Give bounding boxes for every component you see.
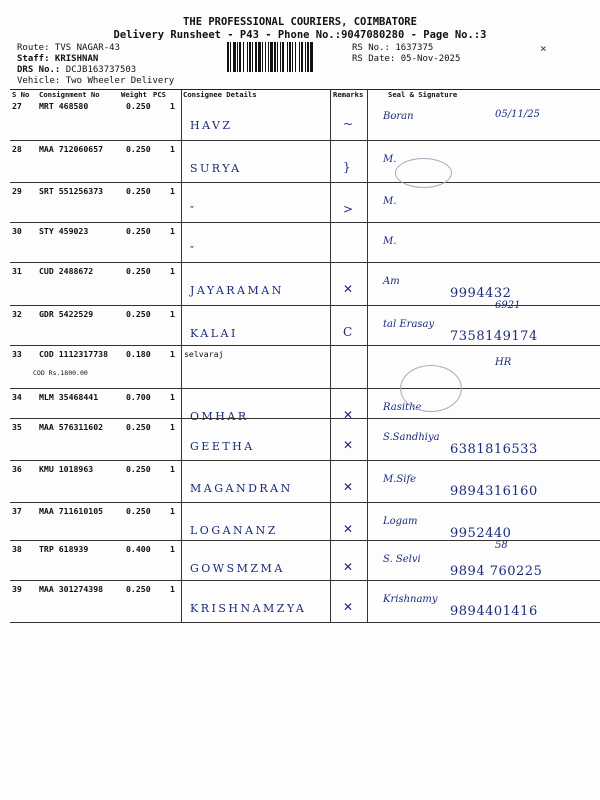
row-divider bbox=[10, 262, 600, 263]
barcode-bar bbox=[307, 42, 309, 72]
row-consignment-no: COD 1112317738 bbox=[39, 349, 109, 359]
row-weight: 0.250 bbox=[126, 506, 151, 516]
row-weight: 0.250 bbox=[126, 266, 151, 276]
row-signature: M. bbox=[383, 154, 397, 165]
row-note-handwritten: 6921 bbox=[495, 300, 521, 311]
row-weight: 0.250 bbox=[126, 101, 151, 111]
row-signature: Krishnamy bbox=[383, 594, 438, 605]
row-remark-mark: ✕ bbox=[343, 480, 354, 494]
row-pcs: 1 bbox=[170, 309, 175, 319]
row-sno: 29 bbox=[12, 186, 22, 196]
barcode-bar bbox=[243, 42, 244, 72]
barcode-bar bbox=[249, 42, 251, 72]
row-divider bbox=[10, 305, 600, 306]
row-phone-handwritten: 9894 760225 bbox=[450, 564, 543, 579]
row-remark-mark: ✕ bbox=[343, 522, 354, 536]
barcode-bar bbox=[268, 42, 269, 72]
row-divider bbox=[10, 388, 600, 389]
row-pcs: 1 bbox=[170, 506, 175, 516]
runsheet-subtitle: Delivery Runsheet - P43 - Phone No.:9047080280 - Page No.:3 bbox=[113, 29, 487, 41]
row-consignee-handwritten: SURYA bbox=[190, 162, 242, 175]
drs-value: DCJB163737503 bbox=[65, 65, 137, 75]
row-note-handwritten: 58 bbox=[495, 540, 508, 551]
row-consignee-handwritten: JAYARAMAN bbox=[190, 284, 284, 297]
row-consignee-handwritten: HAVZ bbox=[190, 119, 233, 132]
barcode-bar bbox=[299, 42, 300, 72]
row-weight: 0.250 bbox=[126, 584, 151, 594]
row-weight: 0.250 bbox=[126, 226, 151, 236]
row-remark-mark: ✕ bbox=[343, 282, 354, 296]
row-weight: 0.180 bbox=[126, 349, 151, 359]
row-divider bbox=[10, 502, 600, 503]
rs-number: RS No.: 1637375 bbox=[352, 43, 434, 53]
col-header-remarks: Remarks bbox=[333, 90, 364, 99]
row-consignee-handwritten: ″ bbox=[190, 204, 197, 217]
row-signature: Am bbox=[383, 276, 400, 287]
col-sep-remarks bbox=[330, 89, 331, 622]
drs-label: DRS No.: bbox=[17, 65, 61, 75]
barcode-bar bbox=[280, 42, 281, 72]
row-pcs: 1 bbox=[170, 226, 175, 236]
row-divider bbox=[10, 418, 600, 419]
barcode-bar bbox=[247, 42, 248, 72]
barcode-bar bbox=[265, 42, 266, 72]
rs-date: RS Date: 05-Nov-2025 bbox=[352, 54, 461, 64]
row-sno: 37 bbox=[12, 506, 22, 516]
close-mark-icon: × bbox=[540, 42, 547, 55]
barcode-bar bbox=[292, 42, 293, 72]
row-phone-handwritten: 9994432 bbox=[450, 286, 512, 301]
company-title: THE PROFESSIONAL COURIERS, COIMBATORE bbox=[183, 16, 417, 28]
barcode-bar bbox=[258, 42, 261, 72]
row-consignment-no: CUD 2488672 bbox=[39, 266, 94, 276]
row-consignment-no: GDR 5422529 bbox=[39, 309, 94, 319]
barcode-bar bbox=[305, 42, 306, 72]
barcode-bar bbox=[230, 42, 231, 72]
row-signature: Logam bbox=[383, 516, 418, 527]
row-signature: S.Sandhiya bbox=[383, 432, 440, 443]
barcode-bar bbox=[289, 42, 291, 72]
row-remark-mark: ~ bbox=[343, 117, 354, 131]
row-consignment-no: SRT 551256373 bbox=[39, 186, 104, 196]
row-consignee-handwritten: GOWSMZMA bbox=[190, 562, 285, 575]
row-pcs: 1 bbox=[170, 266, 175, 276]
row-divider bbox=[10, 460, 600, 461]
row-consignee-handwritten: GEETHA bbox=[190, 440, 255, 453]
row-consignment-no: MAA 576311602 bbox=[39, 422, 104, 432]
row-pcs: 1 bbox=[170, 101, 175, 111]
seal-stamp bbox=[400, 365, 462, 412]
row-consignment-no: KMU 1018963 bbox=[39, 464, 94, 474]
barcode-bar bbox=[301, 42, 303, 72]
row-sno: 30 bbox=[12, 226, 22, 236]
row-consignee-handwritten: ″ bbox=[190, 244, 197, 257]
row-sno: 28 bbox=[12, 144, 22, 154]
row-divider bbox=[10, 140, 600, 141]
route-text: Route: TVS NAGAR-43 bbox=[17, 43, 120, 53]
row-cod-amount: COD Rs.1800.00 bbox=[33, 369, 88, 377]
seal-stamp bbox=[395, 158, 452, 188]
row-weight: 0.250 bbox=[126, 144, 151, 154]
row-consignment-no: MAA 711610105 bbox=[39, 506, 104, 516]
row-consignee-handwritten: KRISHNAMZYA bbox=[190, 602, 307, 615]
row-note-handwritten: 05/11/25 bbox=[495, 109, 540, 120]
row-pcs: 1 bbox=[170, 584, 175, 594]
barcode-bar bbox=[274, 42, 276, 72]
row-divider bbox=[10, 580, 600, 581]
row-divider bbox=[10, 222, 600, 223]
row-remark-mark: > bbox=[343, 202, 354, 216]
row-consignment-no: MLM 35468441 bbox=[39, 392, 99, 402]
row-weight: 0.250 bbox=[126, 464, 151, 474]
row-sno: 39 bbox=[12, 584, 22, 594]
row-divider bbox=[10, 345, 600, 346]
row-divider bbox=[10, 540, 600, 541]
row-weight: 0.250 bbox=[126, 309, 151, 319]
row-sno: 27 bbox=[12, 101, 22, 111]
col-sep-signature bbox=[367, 89, 368, 622]
row-phone-handwritten: 7358149174 bbox=[450, 329, 538, 344]
row-signature: S. Selvi bbox=[383, 554, 421, 565]
barcode bbox=[227, 42, 347, 72]
row-consignee-typed: selvaraj bbox=[184, 349, 224, 359]
barcode-bar bbox=[270, 42, 273, 72]
row-phone-handwritten: 9894316160 bbox=[450, 484, 538, 499]
col-header-weight: Weight bbox=[121, 90, 147, 99]
col-header-sno: S No bbox=[12, 90, 30, 99]
row-phone-handwritten: 9894401416 bbox=[450, 604, 538, 619]
row-sno: 38 bbox=[12, 544, 22, 554]
row-remark-mark: ✕ bbox=[343, 600, 354, 614]
staff-text: Staff: KRISHNAN bbox=[17, 54, 99, 64]
row-divider bbox=[10, 182, 600, 183]
barcode-bar bbox=[252, 42, 253, 72]
row-consignee-handwritten: OMHAR bbox=[190, 410, 249, 423]
row-remark-mark: } bbox=[343, 160, 351, 174]
row-phone-handwritten: 9952440 bbox=[450, 526, 512, 541]
row-sno: 33 bbox=[12, 349, 22, 359]
row-remark-mark: ✕ bbox=[343, 438, 354, 452]
col-header-consignment: Consignment No bbox=[39, 90, 100, 99]
row-remark-mark: ✕ bbox=[343, 560, 354, 574]
col-header-seal-signature: Seal & Signature bbox=[388, 90, 458, 99]
drs-number bbox=[17, 65, 136, 75]
barcode-bar bbox=[255, 42, 257, 72]
row-consignment-no: STY 459023 bbox=[39, 226, 89, 236]
row-note-handwritten: HR bbox=[495, 357, 512, 368]
row-sno: 34 bbox=[12, 392, 22, 402]
row-signature: M. bbox=[383, 236, 397, 247]
row-weight: 0.250 bbox=[126, 186, 151, 196]
row-signature: M.Sife bbox=[383, 474, 417, 485]
row-consignment-no: MRT 468580 bbox=[39, 101, 89, 111]
row-pcs: 1 bbox=[170, 392, 175, 402]
row-pcs: 1 bbox=[170, 422, 175, 432]
row-sno: 31 bbox=[12, 266, 22, 276]
row-weight: 0.700 bbox=[126, 392, 151, 402]
barcode-bar bbox=[282, 42, 284, 72]
vehicle-text: Vehicle: Two Wheeler Delivery bbox=[17, 76, 175, 86]
barcode-bar bbox=[239, 42, 241, 72]
row-consignment-no: MAA 712060657 bbox=[39, 144, 104, 154]
row-consignment-no: TRP 618939 bbox=[39, 544, 89, 554]
col-header-pcs: PCS bbox=[153, 90, 166, 99]
barcode-bar bbox=[310, 42, 313, 72]
barcode-bar bbox=[277, 42, 278, 72]
row-remark-mark: C bbox=[343, 325, 353, 339]
row-signature: tal Erasay bbox=[383, 319, 435, 330]
row-pcs: 1 bbox=[170, 186, 175, 196]
row-consignee-handwritten: KALAI bbox=[190, 327, 238, 340]
row-weight: 0.400 bbox=[126, 544, 151, 554]
row-sno: 36 bbox=[12, 464, 22, 474]
row-consignment-no: MAA 301274398 bbox=[39, 584, 104, 594]
barcode-bar bbox=[287, 42, 288, 72]
barcode-bar bbox=[295, 42, 296, 72]
barcode-bar bbox=[237, 42, 238, 72]
barcode-bar bbox=[262, 42, 263, 72]
row-sno: 35 bbox=[12, 422, 22, 432]
row-pcs: 1 bbox=[170, 144, 175, 154]
row-pcs: 1 bbox=[170, 464, 175, 474]
barcode-bar bbox=[233, 42, 236, 72]
col-sep-consignee bbox=[181, 89, 182, 622]
row-sno: 32 bbox=[12, 309, 22, 319]
col-header-consignee: Consignee Details bbox=[183, 90, 257, 99]
row-remark-mark: ✕ bbox=[343, 408, 354, 422]
row-consignee-handwritten: LOGANANZ bbox=[190, 524, 278, 537]
row-pcs: 1 bbox=[170, 544, 175, 554]
row-pcs: 1 bbox=[170, 349, 175, 359]
row-signature: M. bbox=[383, 196, 397, 207]
row-signature: Rasithe bbox=[383, 402, 422, 413]
row-signature: Boran bbox=[383, 111, 414, 122]
row-divider bbox=[10, 622, 600, 623]
barcode-bar bbox=[227, 42, 229, 72]
row-weight: 0.250 bbox=[126, 422, 151, 432]
row-phone-handwritten: 6381816533 bbox=[450, 442, 538, 457]
row-consignee-handwritten: MAGANDRAN bbox=[190, 482, 293, 495]
